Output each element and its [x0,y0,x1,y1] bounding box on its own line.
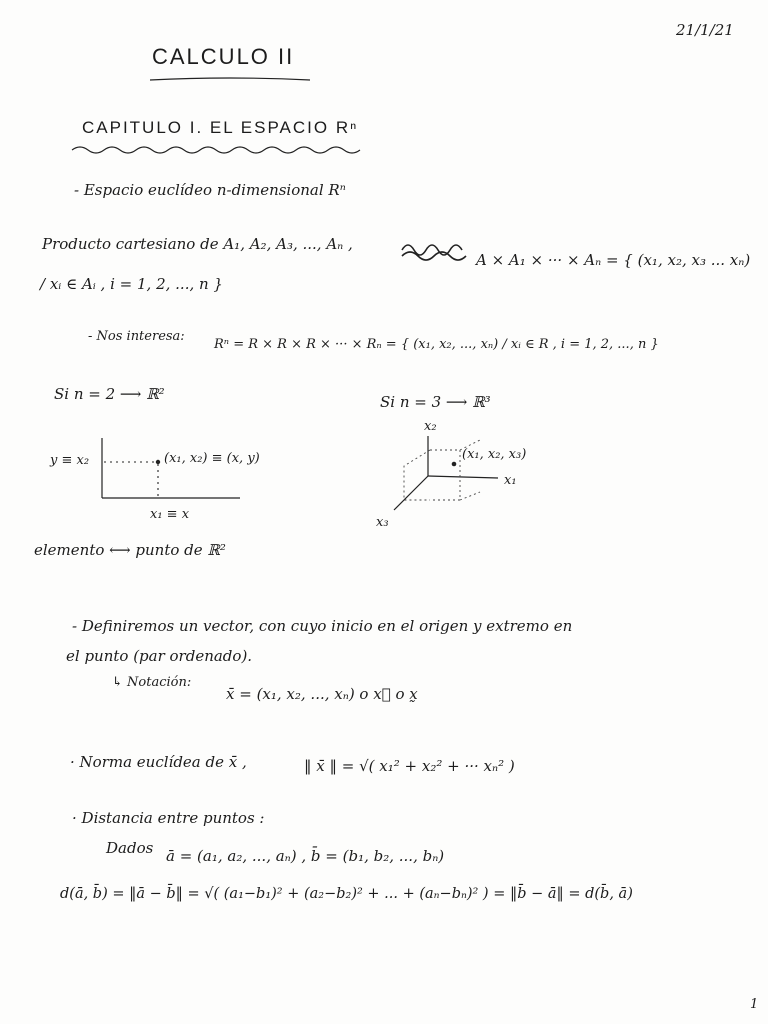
line-espacio-euclideo: - Espacio euclídeo n-dimensional Rⁿ [74,181,346,199]
diagram-3d-axis-z: x₂ [424,419,437,434]
line-norma-formula: ‖ x̄ ‖ = √( x₁² + x₂² + ··· xₙ² ) [304,757,515,775]
diagram-3d-point-label: (x₁, x₂, x₃) [462,447,527,462]
line-vectores-a-b: ā = (a₁, a₂, ..., aₙ) , b̄ = (b₁, b₂, ..., bₙ) [166,847,445,865]
line-distancia-puntos: · Distancia entre puntos : [72,809,265,827]
date: 21/1/21 [676,21,734,39]
line-producto-cartesiano-2: A × A₁ × ··· × Aₙ = { (x₁, x₂, x₃ ... xₙ) [476,251,751,269]
line-distancia-formula: d(ā, b̄) = ‖ā − b̄‖ = √( (a₁−b₁)² + (a₂−b₂)² + ... + (aₙ−bₙ)² ) = ‖b̄ − ā‖ = d(b̄, ā) [60,886,633,902]
line-conjunto-condicion: / xᵢ ∈ Aᵢ , i = 1, 2, ..., n } [40,275,223,293]
diagram-2d-ylabel: y ≡ x₂ [50,453,90,468]
line-notacion: ↳ Notación: [112,675,192,690]
line-si-n-3: Si n = 3 ⟶ ℝ³ [380,393,491,411]
chapter-title: CAPITULO I. EL ESPACIO Rⁿ [82,118,359,137]
diagram-2d-xlabel: x₁ ≡ x [150,507,190,522]
line-norma-euclidea: · Norma euclídea de x̄ , [70,753,247,771]
line-definiremos-vector: - Definiremos un vector, con cuyo inicio en el origen y extremo en [72,617,573,635]
line-rn-definicion: Rⁿ = R × R × R × ··· × Rₙ = { (x₁, x₂, ..., xₙ) / xᵢ ∈ R , i = 1, 2, ..., n } [214,337,659,352]
line-nos-interesa: - Nos interesa: [88,329,185,344]
page-title: CALCULO II [152,44,295,69]
page-number: 1 [750,997,759,1012]
diagram-3d-axis-y: x₃ [376,515,389,530]
line-dados: Dados [106,839,154,857]
diagram-3d-axis-x: x₁ [504,473,517,488]
line-par-ordenado: el punto (par ordenado). [66,647,253,665]
line-producto-cartesiano: Producto cartesiano de A₁, A₂, A₃, ..., Aₙ , [42,235,353,253]
line-si-n-2: Si n = 2 ⟶ ℝ² [54,385,165,403]
line-notacion-vector: x̄ = (x₁, x₂, ..., xₙ) o x⃗ o x̰ [226,685,418,703]
line-elemento-punto: elemento ⟷ punto de ℝ² [34,541,226,559]
diagram-2d-point-label: (x₁, x₂) ≡ (x, y) [164,451,260,466]
